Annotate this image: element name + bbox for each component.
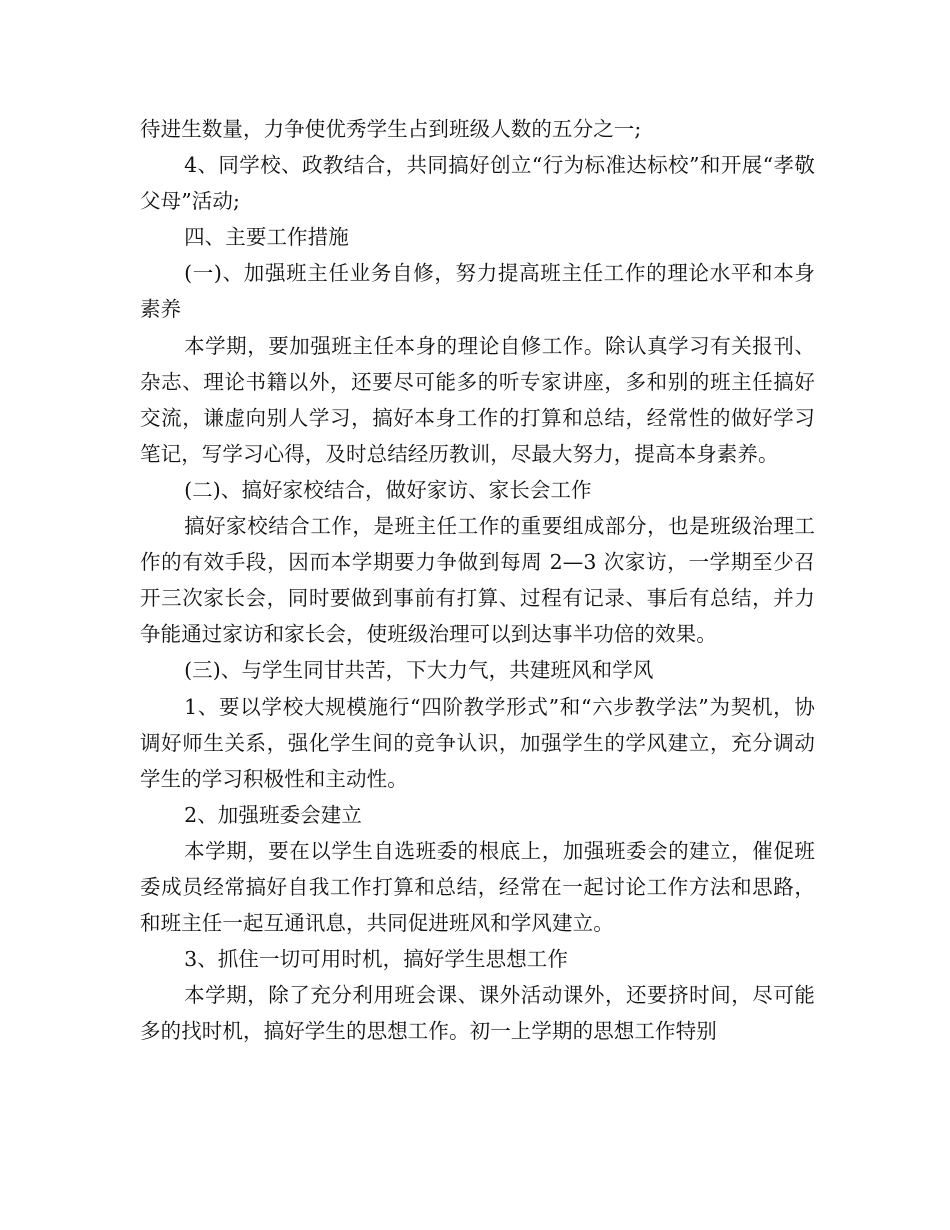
paragraph: 本学期，除了充分利用班会课、课外活动课外，还要挤时间，尽可能多的找时机，搞好学生的思想工作。初一上学期的思想工作特别 bbox=[140, 983, 815, 1044]
paragraph: 本学期，要加强班主任本身的理论自修工作。除认真学习有关报刊、杂志、理论书籍以外，还要尽可能多的听专家讲座，多和别的班主任搞好交流，谦虚向别人学习，搞好本身工作的打算和总结，经常性的做好学习笔记，写学习心得，及时总结经历教训，尽最大努力，提高本身素养。 bbox=[140, 333, 815, 466]
paragraph: 待进生数量，力争使优秀学生占到班级人数的五分之一; bbox=[140, 117, 642, 141]
list-item-heading: 3、抓住一切可用时机，搞好学生思想工作 bbox=[184, 947, 569, 972]
document-body bbox=[140, 111, 815, 1049]
subsection-heading: (三)、与学生同甘共苦，下大力气，共建班风和学风 bbox=[184, 658, 654, 683]
paragraph: 1、要以学校大规模施行“四阶教学形式”和“六步教学法”为契机，协调好师生关系，强化学生间的竞争认识，加强学生的学风建立，充分调动学生的学习积极性和主动性。 bbox=[140, 694, 815, 791]
paragraph: 本学期，要在以学生自选班委的根底上，加强班委会的建立，催促班委成员经常搞好自我工作打算和总结，经常在一起讨论工作方法和思路，和班主任一起互通讯息，共同促进班风和学风建立。 bbox=[140, 838, 815, 936]
list-item-heading: 2、加强班委会建立 bbox=[184, 802, 363, 827]
subsection-heading: (一)、加强班主任业务自修，努力提高班主任工作的理论水平和本身素养 bbox=[140, 261, 815, 322]
section-heading: 四、主要工作措施 bbox=[184, 225, 349, 250]
paragraph: 搞好家校结合工作，是班主任工作的重要组成部分，也是班级治理工作的有效手段，因而本学期要力争做到每周 2—3 次家访，一学期至少召开三次家长会，同时要做到事前有打算、过程有记录、事后有总结，并力争能通过家访和家长会，使班级治理可以到达事半功倍的效果。 bbox=[140, 514, 815, 647]
paragraph: 4、同学校、政教结合，共同搞好创立“行为标准达标校”和开展“孝敬父母”活动; bbox=[140, 153, 815, 214]
subsection-heading: (二)、搞好家校结合，做好家访、家长会工作 bbox=[184, 477, 592, 502]
